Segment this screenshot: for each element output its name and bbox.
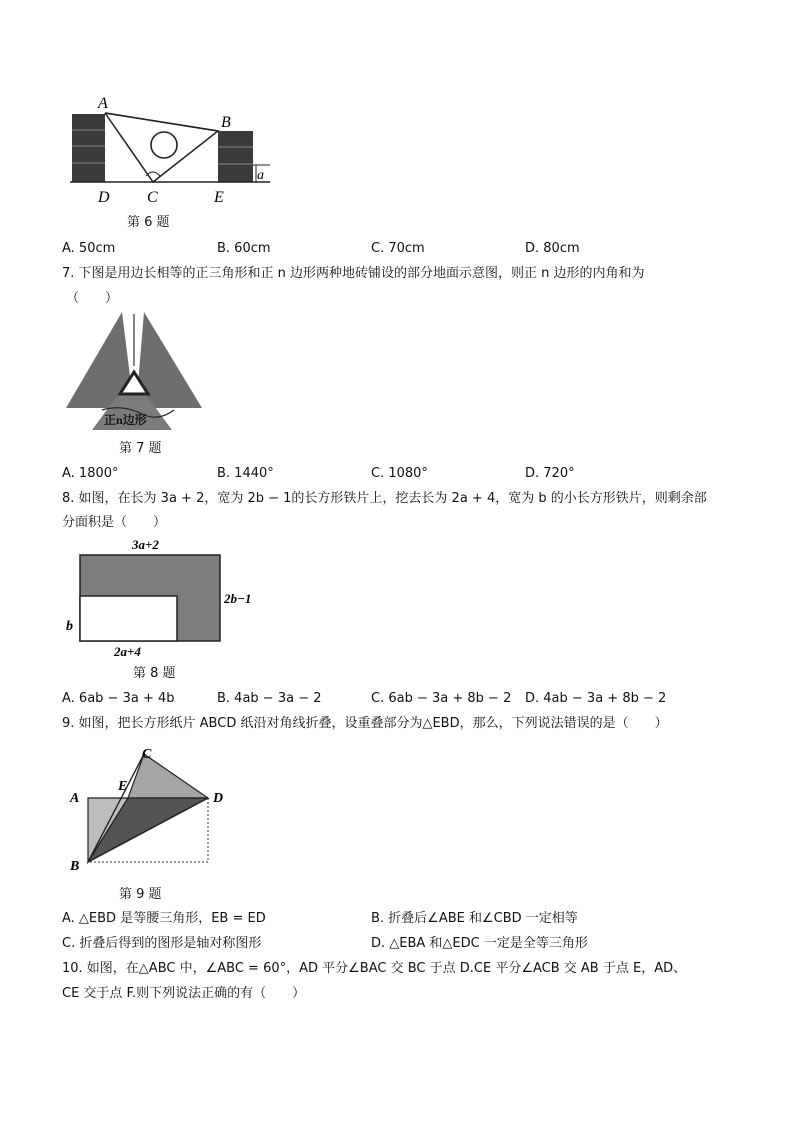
q9-label-b: B (70, 859, 80, 874)
q7-figure (62, 310, 212, 430)
q8-label-left: b (66, 619, 73, 634)
q8-option-b: B. 4ab − 3a − 2 (217, 691, 322, 706)
q9-label-c: C (142, 747, 152, 762)
q10-stem-line1: 10. 如图，在△ABC 中，∠ABC = 60°，AD 平分∠BAC 交 BC 于点 D.CE 平分∠ACB 交 AB 于点 E，AD、 (62, 961, 687, 976)
q7-caption: 第 7 题 (119, 441, 162, 456)
q6-label-a: A (98, 95, 108, 112)
q9-option-a: A. △EBD 是等腰三角形，EB = ED (62, 911, 266, 926)
q9-figure (62, 742, 232, 877)
q6-caption: 第 6 题 (127, 215, 170, 230)
q7-option-a: A. 1800° (62, 466, 119, 481)
q8-caption: 第 8 题 (133, 666, 176, 681)
q6-option-d: D. 80cm (525, 241, 580, 256)
q8-option-d: D. 4ab − 3a + 8b − 2 (525, 691, 667, 706)
q6-option-c: C. 70cm (371, 241, 425, 256)
q7-option-b: B. 1440° (217, 466, 274, 481)
q9-option-d: D. △EBA 和△EDC 一定是全等三角形 (371, 936, 588, 951)
q6-label-b: B (221, 114, 231, 131)
q9-option-c: C. 折叠后得到的图形是轴对称图形 (62, 936, 262, 951)
q10-stem-line2: CE 交于点 F.则下列说法正确的有（ ） (62, 986, 306, 1001)
q7-option-d: D. 720° (525, 466, 575, 481)
q6-label-c: C (147, 189, 158, 206)
q9-label-d: D (213, 791, 224, 806)
q6-label-dim: a (257, 168, 264, 183)
q6-figure (60, 90, 290, 210)
q9-label-e: E (118, 779, 128, 794)
q8-label-bottom: 2a+4 (114, 644, 141, 659)
q8-label-top: 3a+2 (132, 537, 159, 552)
q9-stem: 9. 如图，把长方形纸片 ABCD 纸沿对角线折叠，设重叠部分为△EBD，那么，下列说法错误的是（ ） (62, 716, 668, 731)
q6-label-e: E (214, 189, 224, 206)
q9-caption: 第 9 题 (119, 887, 162, 902)
q8-stem-line1: 8. 如图，在长为 3a + 2，宽为 2b − 1的长方形铁片上，挖去长为 2a + 4，宽为 b 的小长方形铁片，则剩余部 (62, 491, 707, 506)
q8-stem-line2: 分面积是（ ） (62, 515, 167, 530)
q6-option-b: B. 60cm (217, 241, 271, 256)
q8-option-c: C. 6ab − 3a + 8b − 2 (371, 691, 512, 706)
q7-stem-line1: 7. 下图是用边长相等的正三角形和正 n 边形两种地砖铺设的部分地面示意图，则正 n 边形的内角和为 (62, 266, 645, 281)
q8-option-a: A. 6ab − 3a + 4b (62, 691, 175, 706)
q8-label-right: 2b−1 (224, 591, 252, 606)
q9-label-a: A (70, 791, 80, 806)
q6-label-d: D (98, 189, 110, 206)
q7-stem-line2: （ ） (66, 291, 119, 306)
q6-option-a: A. 50cm (62, 241, 116, 256)
q8-figure (62, 535, 262, 660)
q7-figure-label: 正n边形 (104, 413, 147, 427)
q7-option-c: C. 1080° (371, 466, 428, 481)
q9-option-b: B. 折叠后∠ABE 和∠CBD 一定相等 (371, 911, 578, 926)
